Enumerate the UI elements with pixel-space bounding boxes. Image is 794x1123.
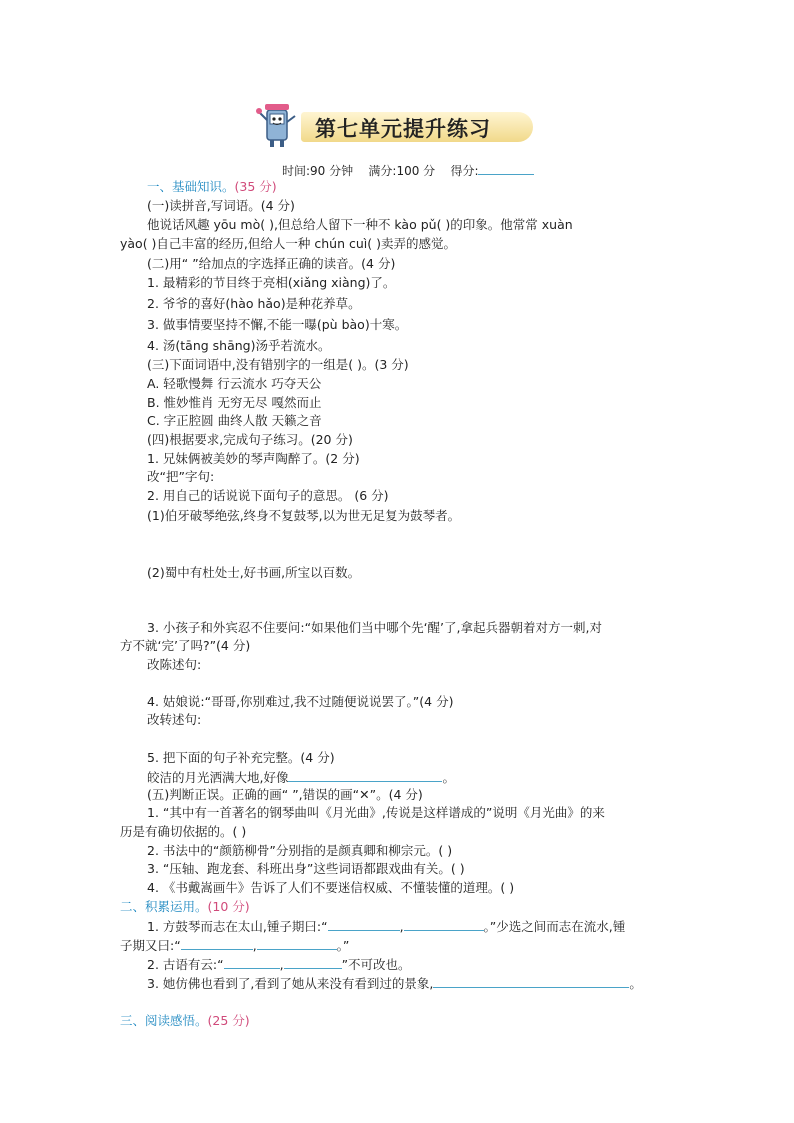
part-4-q4-prompt: 改转述句:: [147, 712, 202, 727]
full-score: 满分:100 分: [368, 164, 436, 178]
part-2-item-1: 1. 最精彩的节目终于亮相(xiǎng xiàng)了。: [147, 275, 396, 290]
answer-blank[interactable]: [284, 956, 342, 969]
section-2-heading: 二、积累运用。(10 分): [120, 899, 250, 914]
answer-blank[interactable]: [257, 937, 337, 950]
part-5-q1-line-b: 历是有确切依据的。( ): [120, 824, 247, 839]
section-2-q1-line-b: 子期又曰:“ , 。”: [120, 938, 350, 953]
part-2-heading: (二)用“ ”给加点的字选择正确的读音。(4 分): [147, 256, 396, 271]
part-2-item-4: 4. 汤(tāng shāng)汤乎若流水。: [147, 338, 331, 353]
section-2-q2: 2. 古语有云:“ , ”不可改也。: [147, 957, 411, 972]
option-c: C. 字正腔圆 曲终人散 天籁之音: [147, 413, 322, 428]
part-4-q3-prompt: 改陈述句:: [147, 657, 202, 672]
part-4-q1-prompt: 改“把”字句:: [147, 469, 215, 484]
option-b: B. 惟妙惟肖 无穷无尽 嘎然而止: [147, 395, 322, 410]
part-4-q3-line-a: 3. 小孩子和外宾忍不住要问:“如果他们当中哪个先‘醒’了,拿起兵器朝着对方一刺,对: [147, 620, 602, 635]
part-5-q2: 2. 书法中的“颜筋柳骨”分别指的是颜真卿和柳宗元。( ): [147, 843, 453, 858]
score-label: 得分:: [450, 164, 479, 178]
part-4-q4: 4. 姑娘说:“哥哥,你别难过,我不过随便说说罢了。”(4 分): [147, 694, 454, 709]
part-1-heading: (一)读拼音,写词语。(4 分): [147, 198, 295, 213]
exam-meta: [282, 162, 534, 179]
part-1-line-b: yào( )自己丰富的经历,但给人一种 chún cuì( )卖弄的感觉。: [120, 236, 456, 251]
part-5-q4: 4. 《书戴嵩画牛》告诉了人们不要迷信权威、不懂装懂的道理。( ): [147, 880, 515, 895]
option-a: A. 轻歌慢舞 行云流水 巧夺天公: [147, 376, 322, 391]
part-4-q5: 5. 把下面的句子补充完整。(4 分): [147, 750, 335, 765]
part-4-q2: 2. 用自己的话说说下面句子的意思。 (6 分): [147, 488, 389, 503]
part-5-heading: (五)判断正误。正确的画“ ”,错误的画“✕”。(4 分): [147, 787, 423, 802]
section-1-heading: 一、基础知识。(35 分): [147, 179, 277, 194]
book-mascot-icon: [255, 100, 301, 150]
part-4-q2-sentence-2: (2)蜀中有杜处士,好书画,所宝以百数。: [147, 565, 361, 580]
part-4-q3-line-b: 方不就‘完’了吗?”(4 分): [120, 638, 251, 653]
part-4-q2-sentence-1: (1)伯牙破琴绝弦,终身不复鼓琴,以为世无足复为鼓琴者。: [147, 508, 461, 523]
part-4-heading: (四)根据要求,完成句子练习。(20 分): [147, 432, 353, 447]
section-3-heading: 三、阅读感悟。(25 分): [120, 1013, 250, 1028]
part-5-q1-line-a: 1. “其中有一首著名的钢琴曲叫《月光曲》,传说是这样谱成的”说明《月光曲》的来: [147, 805, 605, 820]
part-4-q1: 1. 兄妹俩被美妙的琴声陶醉了。(2 分): [147, 451, 360, 466]
section-2-q3: 3. 她仿佛也看到了,看到了她从来没有看到过的景象, 。: [147, 976, 642, 991]
part-5-q3: 3. “压轴、跑龙套、科班出身”这些词语都跟戏曲有关。( ): [147, 861, 465, 876]
part-2-item-3: 3. 做事情要坚持不懈,不能一曝(pù bào)十寒。: [147, 317, 408, 332]
answer-blank[interactable]: [181, 937, 253, 950]
part-4-q5-sentence: 皎洁的月光洒满大地,好像 。: [147, 770, 455, 785]
answer-blank[interactable]: [288, 769, 442, 782]
part-2-item-2: 2. 爷爷的喜好(hào hǎo)是种花养草。: [147, 296, 361, 311]
score-blank[interactable]: [478, 162, 534, 175]
time-limit: 时间:90 分钟: [282, 164, 354, 178]
answer-blank[interactable]: [328, 918, 400, 931]
answer-blank[interactable]: [433, 975, 629, 988]
part-1-line-a: 他说话风趣 yōu mò( ),但总给人留下一种不 kào pǔ( )的印象。他常常 xuàn: [147, 217, 573, 232]
section-2-q1-line-a: 1. 方鼓琴而志在太山,锺子期曰:“ , 。”少选之间而志在流水,锺: [147, 919, 626, 934]
page-title: 第七单元提升练习: [315, 116, 491, 141]
answer-blank[interactable]: [224, 956, 280, 969]
title-header: [255, 100, 545, 150]
part-3-heading: (三)下面词语中,没有错别字的一组是( )。(3 分): [147, 357, 409, 372]
answer-blank[interactable]: [404, 918, 484, 931]
